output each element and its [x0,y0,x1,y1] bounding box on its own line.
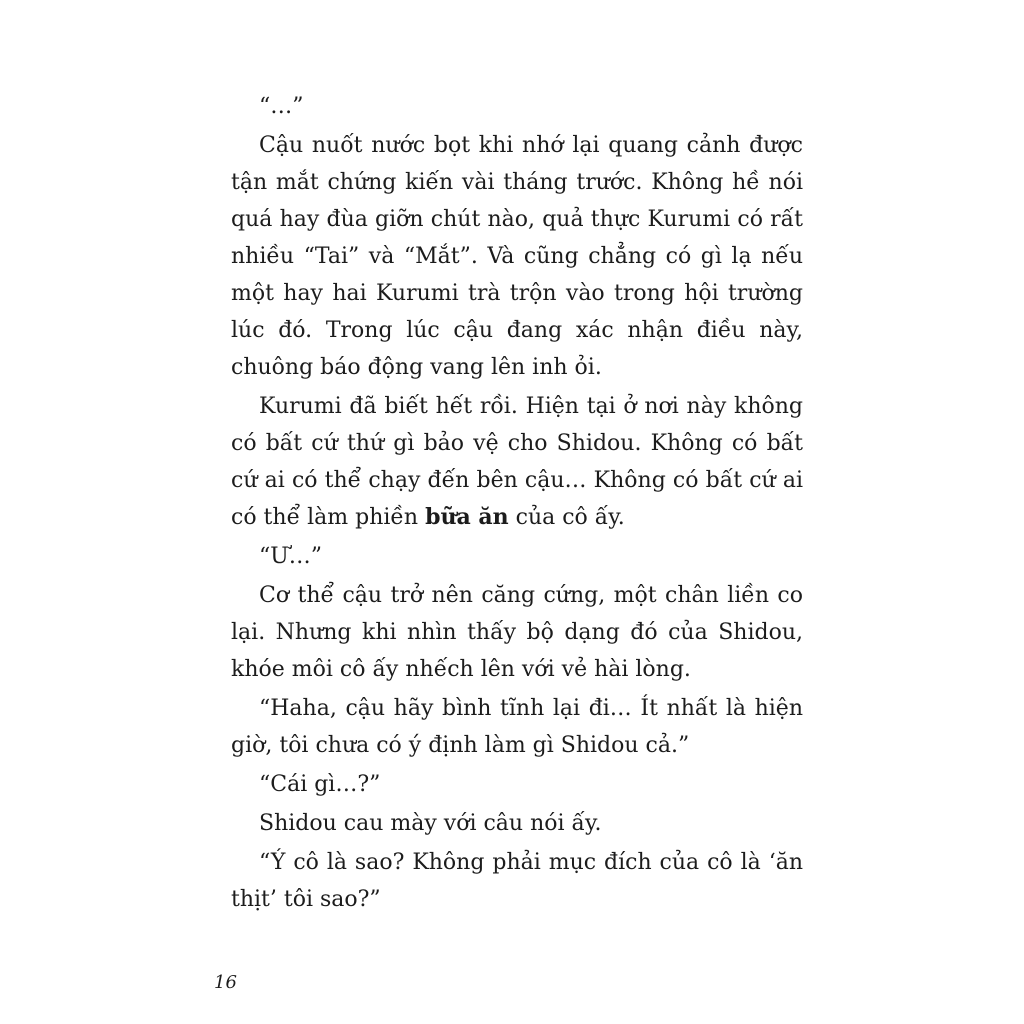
paragraph: “Ý cô là sao? Không phải mục đích của cô là ‘ăn thịt’ tôi sao?” [231,850,803,912]
page-number: 16 [214,972,237,993]
paragraph: Cậu nuốt nước bọt khi nhớ lại quang cảnh được tận mắt chứng kiến vài tháng trước. Không hề nói quá hay đùa giỡn chút nào, quả thực Kurumi có rất nhiều “Tai” và “Mắt”. Và cũng chẳng có gì lạ nếu một hay hai Kurumi trà trộn vào trong hội trường lúc đó. Trong lúc cậu đang xác nhận điều này, chuông báo động vang lên inh ỏi. [231,133,803,380]
paragraph [231,388,803,536]
paragraph: “Ư…” [259,544,323,569]
bold-phrase: bữa ăn [425,504,509,530]
paragraph-text: Kurumi đã biết hết rồi. Hiện tại ở nơi này không có bất cứ thứ gì bảo vệ cho Shidou. Không có bất cứ ai có thể chạy đến bên cậu… Không có bất cứ ai có thể làm phiền [231,394,803,530]
paragraph: Cơ thể cậu trở nên căng cứng, một chân liền co lại. Nhưng khi nhìn thấy bộ dạng đó của Shidou, khóe môi cô ấy nhếch lên với vẻ hài lòng. [231,583,803,682]
paragraph-text: của cô ấy. [508,505,625,530]
paragraph: “Haha, cậu hãy bình tĩnh lại đi… Ít nhất là hiện giờ, tôi chưa có ý định làm gì Shidou cả.” [231,696,803,758]
paragraph: “…” [259,94,304,119]
paragraph: Shidou cau mày với câu nói ấy. [259,811,602,836]
paragraph: “Cái gì…?” [259,772,381,797]
body-text [231,88,803,918]
